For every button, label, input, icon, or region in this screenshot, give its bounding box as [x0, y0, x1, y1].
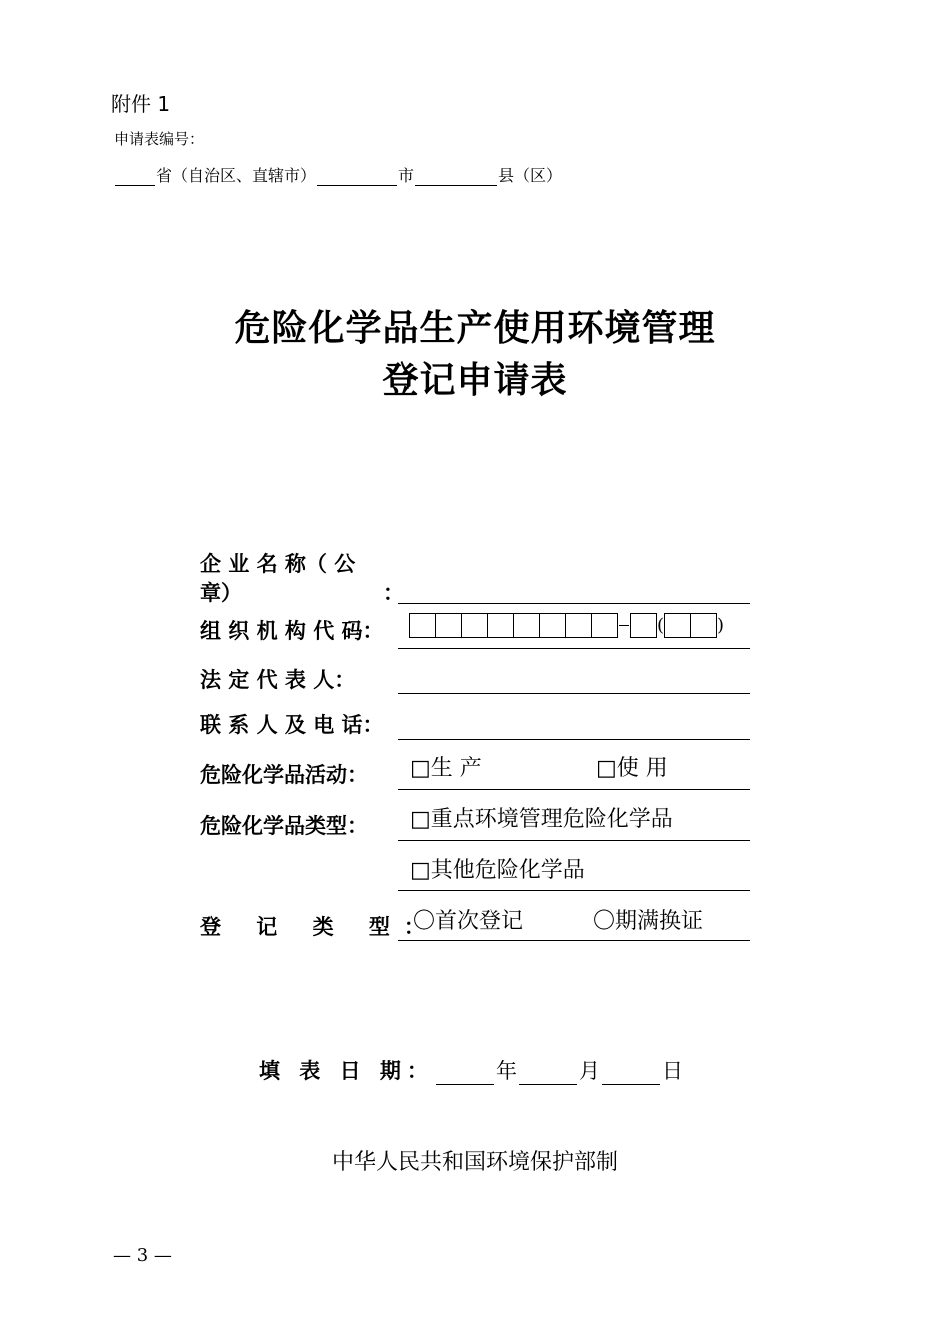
org-code-boxes[interactable]	[409, 613, 724, 638]
code-cell[interactable]	[487, 613, 513, 638]
province-blank[interactable]	[115, 169, 155, 186]
org-code-check-digit[interactable]	[630, 613, 657, 638]
legal-rep-label: 法 定 代 表 人：	[200, 668, 356, 692]
code-cell[interactable]	[461, 613, 487, 638]
city-blank[interactable]	[317, 169, 397, 186]
contact-field[interactable]	[398, 739, 750, 740]
code-cell[interactable]	[435, 613, 461, 638]
region-line	[114, 163, 562, 186]
company-name-colon: ：	[383, 581, 404, 605]
org-code-paren-open: (	[657, 615, 665, 636]
org-code-paren-close: )	[717, 615, 725, 636]
contact-label: 联 系 人 及 电 话：	[200, 713, 384, 737]
code-cell[interactable]	[630, 613, 657, 638]
org-code-main-digits[interactable]	[409, 613, 618, 638]
month-label: 月	[578, 1059, 600, 1083]
attachment-label: 附件 1	[111, 92, 171, 116]
registration-type-label: 登 记 类 型：	[200, 915, 439, 939]
activity-label: 危险化学品活动：	[200, 763, 368, 787]
title-line-1: 危险化学品生产使用环境管理	[234, 308, 716, 349]
type-underline-1	[398, 840, 750, 841]
day-blank[interactable]	[602, 1062, 660, 1085]
org-code-label: 组 织 机 构 代 码：	[200, 619, 384, 643]
org-code-suffix[interactable]	[664, 613, 717, 638]
activity-underline	[398, 789, 750, 790]
code-cell[interactable]	[409, 613, 435, 638]
type-label: 危险化学品类型：	[200, 814, 368, 838]
code-cell[interactable]	[591, 613, 618, 638]
registration-renewal-radio[interactable]: 〇期满换证	[593, 909, 704, 934]
code-cell[interactable]	[539, 613, 565, 638]
code-dash	[619, 625, 629, 626]
company-name-field[interactable]	[398, 603, 750, 604]
year-label: 年	[495, 1059, 517, 1083]
issuer: 中华人民共和国环境保护部制	[331, 1150, 618, 1175]
type-underline-2	[398, 890, 750, 891]
code-cell[interactable]	[513, 613, 539, 638]
page-number: — 3 —	[113, 1245, 172, 1266]
type-key-checkbox[interactable]: □重点环境管理危险化学品	[410, 807, 673, 832]
fill-date-line	[259, 1055, 683, 1085]
year-blank[interactable]	[436, 1062, 494, 1085]
registration-first-radio[interactable]: 〇首次登记	[413, 909, 524, 934]
legal-rep-field[interactable]	[398, 693, 750, 694]
county-label: 县（区）	[498, 166, 563, 185]
code-cell[interactable]	[664, 613, 690, 638]
company-name-label-line-1: 企 业 名 称（ 公	[200, 552, 356, 576]
fill-date-label: 填 表 日 期：	[259, 1059, 434, 1083]
province-label: 省（自治区、直辖市）	[156, 166, 317, 185]
day-label: 日	[661, 1059, 683, 1083]
code-cell[interactable]	[565, 613, 591, 638]
activity-production-checkbox[interactable]: □生 产	[410, 756, 482, 781]
code-cell[interactable]	[690, 613, 717, 638]
org-code-underline	[398, 648, 750, 649]
registration-underline	[398, 940, 750, 941]
form-number-label: 申请表编号：	[114, 130, 205, 148]
activity-use-checkbox[interactable]: □使 用	[596, 756, 668, 781]
county-blank[interactable]	[415, 169, 497, 186]
title-line-2: 登记申请表	[382, 360, 568, 401]
type-other-checkbox[interactable]: □其他危险化学品	[410, 858, 585, 883]
city-label: 市	[398, 166, 415, 185]
company-name-label-line-2: 章）	[200, 581, 242, 605]
month-blank[interactable]	[519, 1062, 577, 1085]
